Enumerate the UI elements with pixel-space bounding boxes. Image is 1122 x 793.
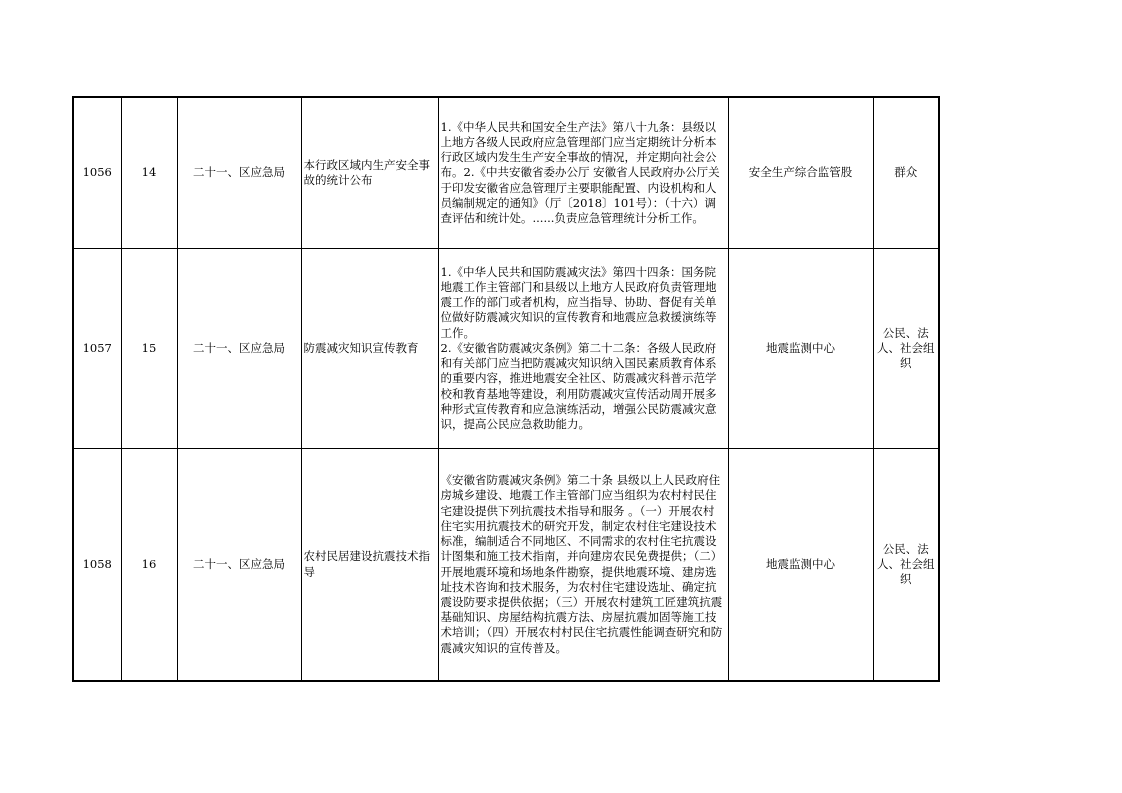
- department-cell: 二十一、区应急局: [177, 97, 301, 249]
- service-list-table: [72, 96, 940, 682]
- seq-cell: 1056: [73, 97, 121, 249]
- responsible-unit-cell: 安全生产综合监管股: [728, 97, 873, 249]
- legal-basis-cell: 《安徽省防震减灾条例》第二十条 县级以上人民政府住房城乡建设、地震工作主管部门应当组织为农村村民住宅建设提供下列抗震技术指导和服务 。（一）开展农村住宅实用抗震技术的研究开发，制定农村住宅建设技术标准，编制适合不同地区、不同需求的农村住宅抗震设计图集和施工技术指南，并向建房农民免费提供；（二）开展地震环境和场地条件勘察，提供地震环境、建房选址技术咨询和技术服务，为农村住宅建设选址、确定抗震设防要求提供依据；（三）开展农村建筑工匠建筑抗震基础知识、房屋结构抗震方法、房屋抗震加固等施工技术培训；（四）开展农村村民住宅抗震性能调查研究和防震减灾知识的宣传普及。: [438, 449, 728, 682]
- responsible-unit-cell: 地震监测中心: [728, 449, 873, 682]
- seq-cell: 1057: [73, 249, 121, 449]
- target-cell: 群众: [873, 97, 939, 249]
- table-row: [73, 249, 939, 449]
- department-cell: 二十一、区应急局: [177, 449, 301, 682]
- legal-basis-cell: 1.《中华人民共和国安全生产法》第八十九条：县级以上地方各级人民政府应急管理部门应当定期统计分析本行政区域内发生生产安全事故的情况，并定期向社会公布。2.《中共安徽省委办公厅 安徽省人民政府办公厅关于印发安徽省应急管理厅主要职能配置、内设机构和人员编制规定的通知》（厅〔2018〕101号）：（十六）调查评估和统计处。......负责应急管理统计分析工作。: [438, 97, 728, 249]
- sub-number-cell: 14: [121, 97, 177, 249]
- target-cell: 公民、法人、社会组织: [873, 249, 939, 449]
- table-row: [73, 97, 939, 249]
- item-name-cell: 农村民居建设抗震技术指导: [301, 449, 438, 682]
- item-name-cell: 本行政区域内生产安全事故的统计公布: [301, 97, 438, 249]
- seq-cell: 1058: [73, 449, 121, 682]
- sub-number-cell: 15: [121, 249, 177, 449]
- table-row: [73, 449, 939, 682]
- responsible-unit-cell: 地震监测中心: [728, 249, 873, 449]
- legal-basis-cell: 1.《中华人民共和国防震减灾法》第四十四条：国务院地震工作主管部门和县级以上地方人民政府负责管理地震工作的部门或者机构，应当指导、协助、督促有关单位做好防震减灾知识的宣传教育和地震应急救援演练等工作。 2.《安徽省防震减灾条例》第二十二条：各级人民政府和有关部门应当把防震减灾知识纳入国民素质教育体系的重要内容，推进地震安全社区、防震减灾科普示范学校和教育基地等建设，利用防震减灾宣传活动周开展多种形式宣传教育和应急演练活动，增强公民防震减灾意识，提高公民应急救助能力。: [438, 249, 728, 449]
- department-cell: 二十一、区应急局: [177, 249, 301, 449]
- sub-number-cell: 16: [121, 449, 177, 682]
- target-cell: 公民、法人、社会组织: [873, 449, 939, 682]
- item-name-cell: 防震减灾知识宣传教育: [301, 249, 438, 449]
